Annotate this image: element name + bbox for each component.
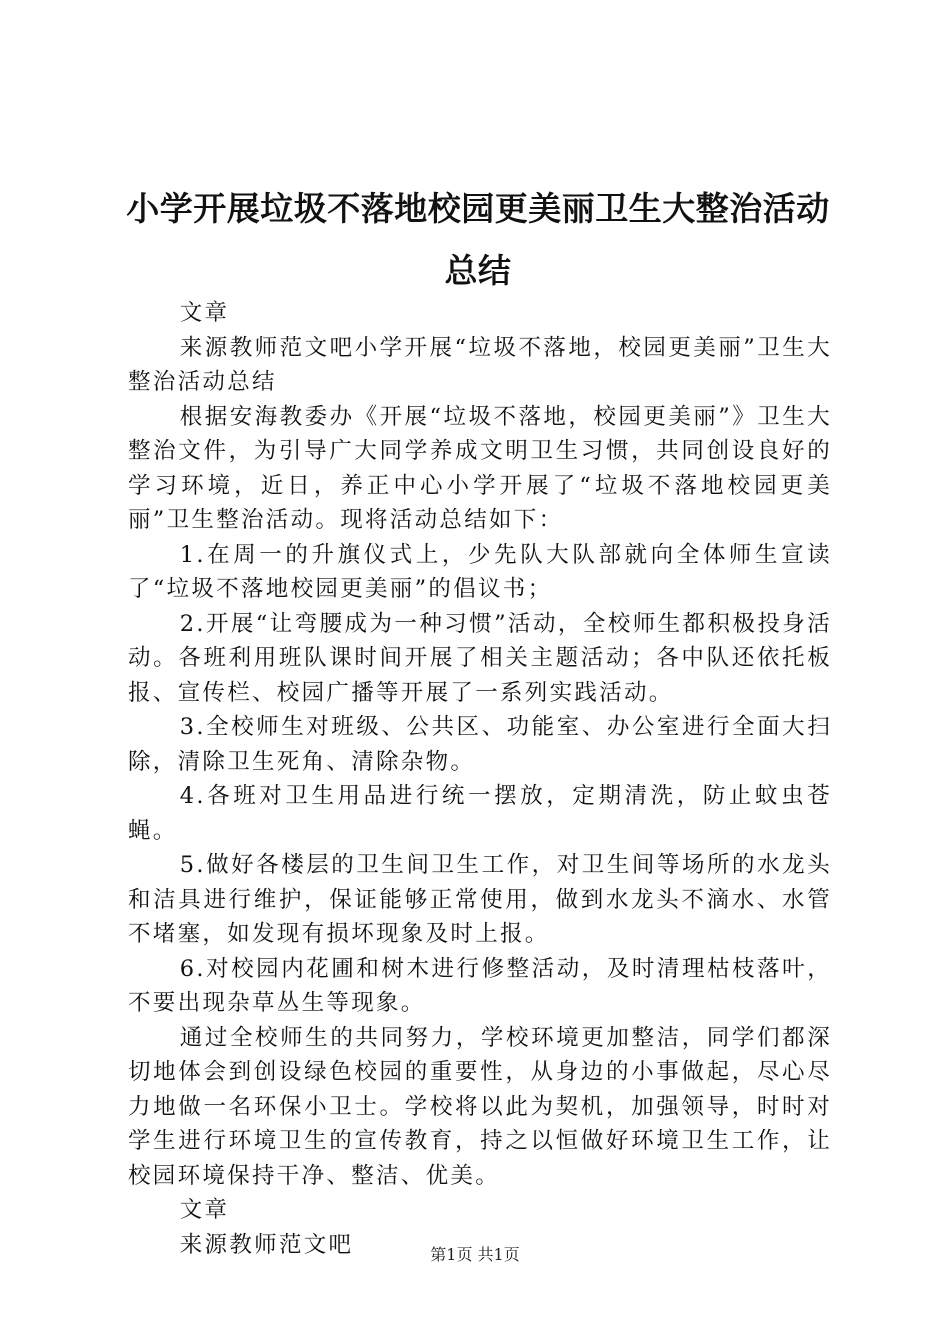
- list-item: 6.对校园内花圃和树木进行修整活动，及时清理枯枝落叶，不要出现杂草丛生等现象。: [128, 955, 832, 1016]
- list-item: 5.做好各楼层的卫生间卫生工作，对卫生间等场所的水龙头和洁具进行维护，保证能够正常使用，做到水龙头不滴水、水管不堵塞，如发现有损坏现象及时上报。: [128, 852, 832, 947]
- paragraph: 通过全校师生的共同努力，学校环境更加整洁，同学们都深切地体会到创设绿色校园的重要性，从身边的小事做起，尽心尽力地做一名环保小卫士。学校将以此为契机，加强领导，时时对学生进行环境卫生的宣传教育，持之以恒做好环境卫生工作，让校园环境保持干净、整洁、优美。: [128, 1024, 832, 1189]
- page-number-footer: 第1页 共1页: [430, 1245, 520, 1264]
- document-title: 小学开展垃圾不落地校园更美丽卫生大整治活动总结: [126, 189, 830, 290]
- list-item: 4.各班对卫生用品进行统一摆放，定期清洗，防止蚊虫苍蝇。: [128, 783, 832, 844]
- paragraph: 来源教师范文吧: [179, 1231, 354, 1258]
- list-item: 2.开展“让弯腰成为一种习惯”活动，全校师生都积极投身活动。各班利用班队课时间开展了相关主题活动；各中队还依托板报、宣传栏、校园广播等开展了一系列实践活动。: [128, 610, 832, 706]
- paragraph: 文章: [179, 300, 230, 326]
- list-item: 3.全校师生对班级、公共区、功能室、办公室进行全面大扫除，清除卫生死角、清除杂物。: [128, 714, 832, 775]
- paragraph: 文章: [179, 1197, 230, 1223]
- paragraph: 来源教师范文吧小学开展“垃圾不落地，校园更美丽”卫生大整治活动总结: [128, 334, 832, 395]
- document-body: [128, 296, 832, 1262]
- paragraph: 根据安海教委办《开展“垃圾不落地，校园更美丽”》卫生大整治文件，为引导广大同学养成文明卫生习惯，共同创设良好的学习环境，近日，养正中心小学开展了“垃圾不落地校园更美丽”卫生整治活动。现将活动总结如下：: [128, 403, 832, 533]
- list-item: 1.在周一的升旗仪式上，少先队大队部就向全体师生宣读了“垃圾不落地校园更美丽”的倡议书；: [128, 541, 832, 602]
